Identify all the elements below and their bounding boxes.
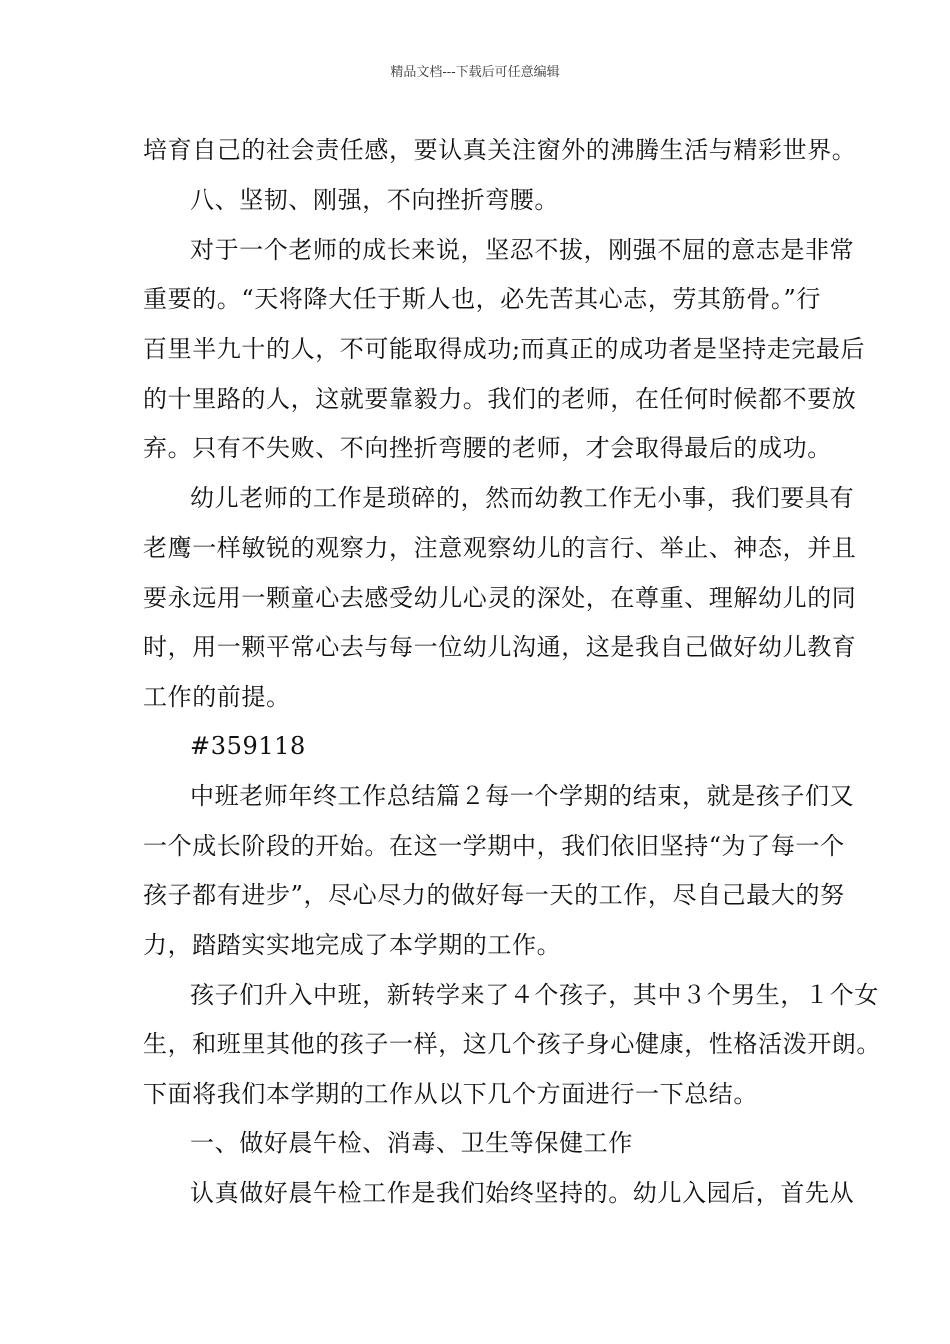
text-line: 时，用一颗平常心去与每一位幼儿沟通，这是我自己做好幼儿教育	[143, 633, 857, 661]
text-line: 工作的前提。	[143, 683, 291, 711]
text-line: 一个成长阶段的开始。在这一学期中，我们依旧坚持“为了每一个	[143, 832, 845, 860]
text-line: 认真做好晨午检工作是我们始终坚持的。幼儿入园后，首先从	[190, 1179, 855, 1207]
text-line: 的十里路的人，这就要靠毅力。我们的老师，在任何时候都不要放	[143, 385, 857, 413]
text-line: 老鹰一样敏锐的观察力，注意观察幼儿的言行、举止、神态，并且	[143, 534, 857, 562]
text-line: 孩子都有进步”，尽心尽力的做好每一天的工作，尽自己最大的努	[143, 881, 845, 909]
text-line: 培育自己的社会责任感，要认真关注窗外的沸腾生活与精彩世界。	[143, 136, 857, 164]
text-line: 弃。只有不失败、不向挫折弯腰的老师，才会取得最后的成功。	[143, 434, 832, 462]
text-line: 重要的。“天将降大任于斯人也，必先苦其心志，劳其筋骨。”行	[143, 285, 821, 313]
text-line: 对于一个老师的成长来说，坚忍不拔，刚强不屈的意志是非常	[190, 236, 855, 264]
text-line: 生，和班里其他的孩子一样，这几个孩子身心健康，性格活泼开朗。	[143, 1030, 881, 1058]
text-line: 百里半九十的人，不可能取得成功;而真正的成功者是坚持走完最后	[143, 335, 866, 363]
text-line: 下面将我们本学期的工作从以下几个方面进行一下总结。	[143, 1080, 758, 1108]
reference-code: #359118	[190, 732, 306, 760]
text-line: 孩子们升入中班，新转学来了４个孩子，其中３个男生，１个女	[190, 981, 879, 1009]
section-heading: 八、坚韧、刚强，不向挫折弯腰。	[190, 186, 559, 214]
text-line: 中班老师年终工作总结篇２每一个学期的结束，就是孩子们又	[190, 782, 855, 810]
page-header: 精品文档---下载后可任意编辑	[390, 65, 560, 80]
text-line: 力，踏踏实实地完成了本学期的工作。	[143, 931, 562, 959]
text-line: 幼儿老师的工作是琐碎的，然而幼教工作无小事，我们要具有	[190, 484, 855, 512]
text-line: 要永远用一颗童心去感受幼儿心灵的深处，在尊重、理解幼儿的同	[143, 584, 857, 612]
section-heading: 一、做好晨午检、消毒、卫生等保健工作	[190, 1129, 633, 1157]
